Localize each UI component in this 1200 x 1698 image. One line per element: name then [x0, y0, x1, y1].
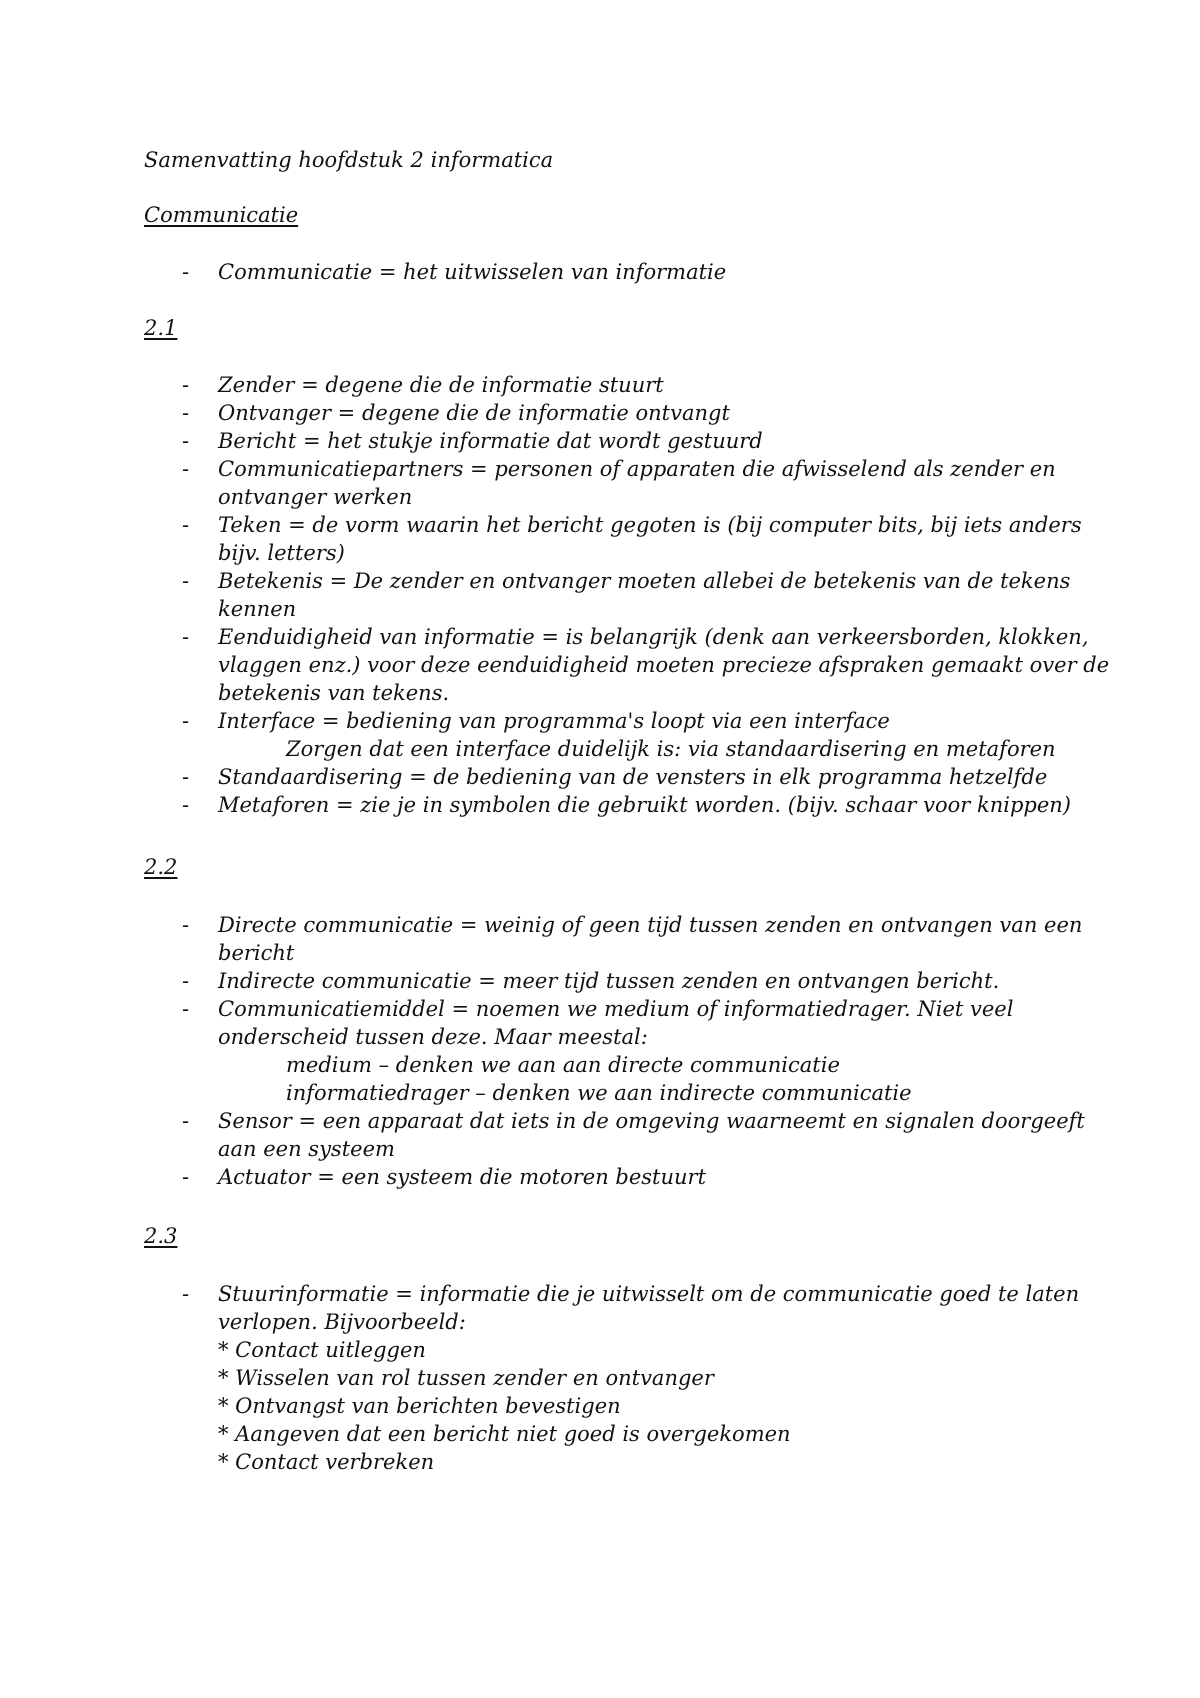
- bullet-dash: -: [182, 793, 190, 817]
- bullet-dash: -: [182, 997, 190, 1021]
- bullet-dash: -: [182, 625, 190, 649]
- bullet-dash: -: [182, 1282, 190, 1306]
- list-item-continuation: onderscheid tussen deze. Maar meestal:: [218, 1025, 648, 1049]
- list-subitem: informatiedrager – denken we aan indirecte communicatie: [286, 1081, 912, 1105]
- list-item: Sensor = een apparaat dat iets in de omgeving waarneemt en signalen doorgeeft: [218, 1109, 1085, 1133]
- bullet-dash: -: [182, 373, 190, 397]
- bullet-dash: -: [182, 1165, 190, 1189]
- bullet-dash: -: [182, 969, 190, 993]
- list-subitem: medium – denken we aan aan directe communicatie: [286, 1053, 840, 1077]
- list-item-continuation: bijv. letters): [218, 541, 345, 565]
- list-item: Ontvanger = degene die de informatie ontvangt: [218, 401, 730, 425]
- bullet-dash: -: [182, 429, 190, 453]
- document-title: Samenvatting hoofdstuk 2 informatica: [144, 148, 554, 172]
- list-item: Teken = de vorm waarin het bericht gegoten is (bij computer bits, bij iets anders: [218, 513, 1082, 537]
- list-item: Eenduidigheid van informatie = is belangrijk (denk aan verkeersborden, klokken,: [218, 625, 1089, 649]
- list-subitem: * Contact uitleggen: [218, 1338, 426, 1362]
- list-item: Directe communicatie = weinig of geen tijd tussen zenden en ontvangen van een: [218, 913, 1083, 937]
- list-subitem: Zorgen dat een interface duidelijk is: via standaardisering en metaforen: [286, 737, 1056, 761]
- list-item: Interface = bediening van programma's loopt via een interface: [218, 709, 890, 733]
- list-item: Actuator = een systeem die motoren bestuurt: [218, 1165, 707, 1189]
- section-heading-2-2: 2.2: [144, 855, 178, 879]
- bullet-dash: -: [182, 1109, 190, 1133]
- section-heading-2-1: 2.1: [144, 316, 178, 340]
- bullet-dash: -: [182, 913, 190, 937]
- list-item-continuation: ontvanger werken: [218, 485, 413, 509]
- list-subitem: * Contact verbreken: [218, 1450, 435, 1474]
- list-item: Zender = degene die de informatie stuurt: [218, 373, 664, 397]
- list-item-continuation: aan een systeem: [218, 1137, 395, 1161]
- section-heading-communicatie: Communicatie: [144, 203, 299, 227]
- list-subitem: * Aangeven dat een bericht niet goed is overgekomen: [218, 1422, 791, 1446]
- list-item: Standaardisering = de bediening van de vensters in elk programma hetzelfde: [218, 765, 1048, 789]
- bullet-dash: -: [182, 569, 190, 593]
- list-item: Metaforen = zie je in symbolen die gebruikt worden. (bijv. schaar voor knippen): [218, 793, 1072, 817]
- bullet-dash: -: [182, 401, 190, 425]
- list-item: Bericht = het stukje informatie dat wordt gestuurd: [218, 429, 763, 453]
- bullet-dash: -: [182, 709, 190, 733]
- bullet-dash: -: [182, 765, 190, 789]
- bullet-dash: -: [182, 457, 190, 481]
- list-item: Betekenis = De zender en ontvanger moeten allebei de betekenis van de tekens: [218, 569, 1071, 593]
- list-item: Communicatie = het uitwisselen van informatie: [218, 260, 727, 284]
- list-subitem: * Wisselen van rol tussen zender en ontvanger: [218, 1366, 714, 1390]
- list-item-continuation: betekenis van tekens.: [218, 681, 450, 705]
- list-item: Indirecte communicatie = meer tijd tussen zenden en ontvangen bericht.: [218, 969, 1000, 993]
- list-item: Communicatiemiddel = noemen we medium of informatiedrager. Niet veel: [218, 997, 1014, 1021]
- list-item: Communicatiepartners = personen of apparaten die afwisselend als zender en: [218, 457, 1056, 481]
- list-item-continuation: verlopen. Bijvoorbeeld:: [218, 1310, 466, 1334]
- list-item-continuation: vlaggen enz.) voor deze eenduidigheid moeten precieze afspraken gemaakt over de: [218, 653, 1110, 677]
- list-item: Stuurinformatie = informatie die je uitwisselt om de communicatie goed te laten: [218, 1282, 1080, 1306]
- bullet-dash: -: [182, 513, 190, 537]
- list-item-continuation: bericht: [218, 941, 295, 965]
- list-item-continuation: kennen: [218, 597, 297, 621]
- bullet-dash: -: [182, 260, 190, 284]
- list-subitem: * Ontvangst van berichten bevestigen: [218, 1394, 621, 1418]
- section-heading-2-3: 2.3: [144, 1224, 178, 1248]
